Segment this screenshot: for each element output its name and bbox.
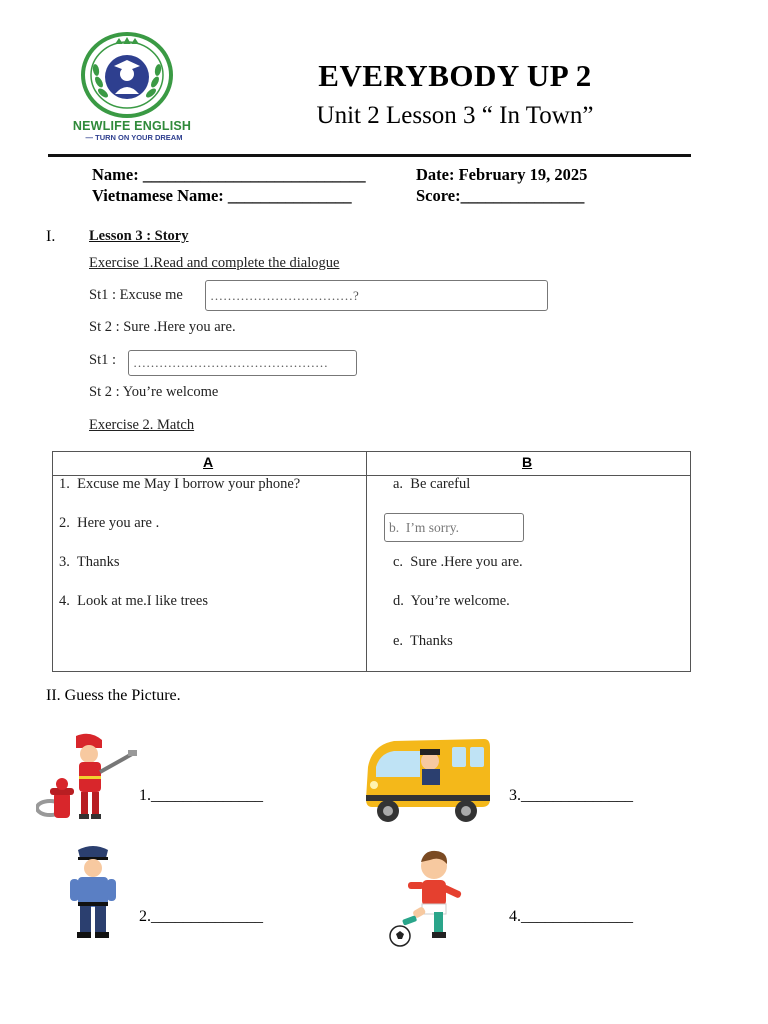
graduate-logo-icon [81,32,173,118]
match-a-item: 4. Look at me.I like trees [59,593,208,609]
name-field[interactable]: Name: ___________________________ [92,165,366,184]
exercise-1-title: Exercise 1.Read and complete the dialogue [89,255,340,271]
dialogue-answer-box-2[interactable]: ……………………………………… [128,350,357,376]
answer-blank-1[interactable]: 1.______________ [139,787,263,804]
answer-blank-4[interactable]: 4.______________ [509,908,633,925]
logo [62,30,202,145]
match-table [52,451,691,672]
lesson-title: Lesson 3 : Story [89,228,189,244]
match-a-item: 3. Thanks [59,554,120,570]
firefighter-icon [36,732,138,824]
score-field[interactable]: Score:_______________ [416,186,585,205]
answer-blank-2[interactable]: 2.______________ [139,908,263,925]
soccer-player-icon [388,848,476,948]
dialogue-line-2: St 2 : Sure .Here you are. [89,319,236,335]
page-subtitle: Unit 2 Lesson 3 “ In Town” [316,102,594,129]
exercise-2-title: Exercise 2. Match [89,417,195,433]
table-column-divider [366,452,367,671]
match-a-item: 1. Excuse me May I borrow your phone? [59,476,301,492]
header-divider [48,154,691,157]
logo-brand: NEWLIFE ENGLISH [72,119,192,133]
logo-tagline-text: TURN ON YOUR DREAM [95,133,183,142]
match-a-item: 2. Here you are . [59,515,160,531]
section-1-number: I. [46,228,56,245]
answer-blank-3[interactable]: 3.______________ [509,787,633,804]
page-title: EVERYBODY UP 2 [318,58,592,93]
date-label: Date: February 19, 2025 [416,165,588,184]
match-b-item: e. Thanks [393,633,453,649]
vietnamese-name-field[interactable]: Vietnamese Name: _______________ [92,186,352,205]
dialogue-line-1: St1 : Excuse me [89,287,183,303]
dialogue-answer-box-1[interactable]: ……………………………? [205,280,548,311]
dialogue-line-4: St 2 : You’re welcome [89,384,219,400]
bus-driver-icon [364,737,492,825]
section-2-title: II. Guess the Picture. [46,687,181,704]
match-b-item-boxed: b. I’m sorry. [384,513,524,542]
column-a-header: A [203,454,214,470]
dialogue-line-3: St1 : [89,352,116,368]
column-b-header: B [522,454,533,470]
match-b-item: d. You’re welcome. [393,593,510,609]
match-b-item: a. Be careful [393,476,471,492]
match-b-item: c. Sure .Here you are. [393,554,523,570]
police-officer-icon [64,844,122,940]
logo-tagline: — TURN ON YOUR DREAM [85,133,183,142]
